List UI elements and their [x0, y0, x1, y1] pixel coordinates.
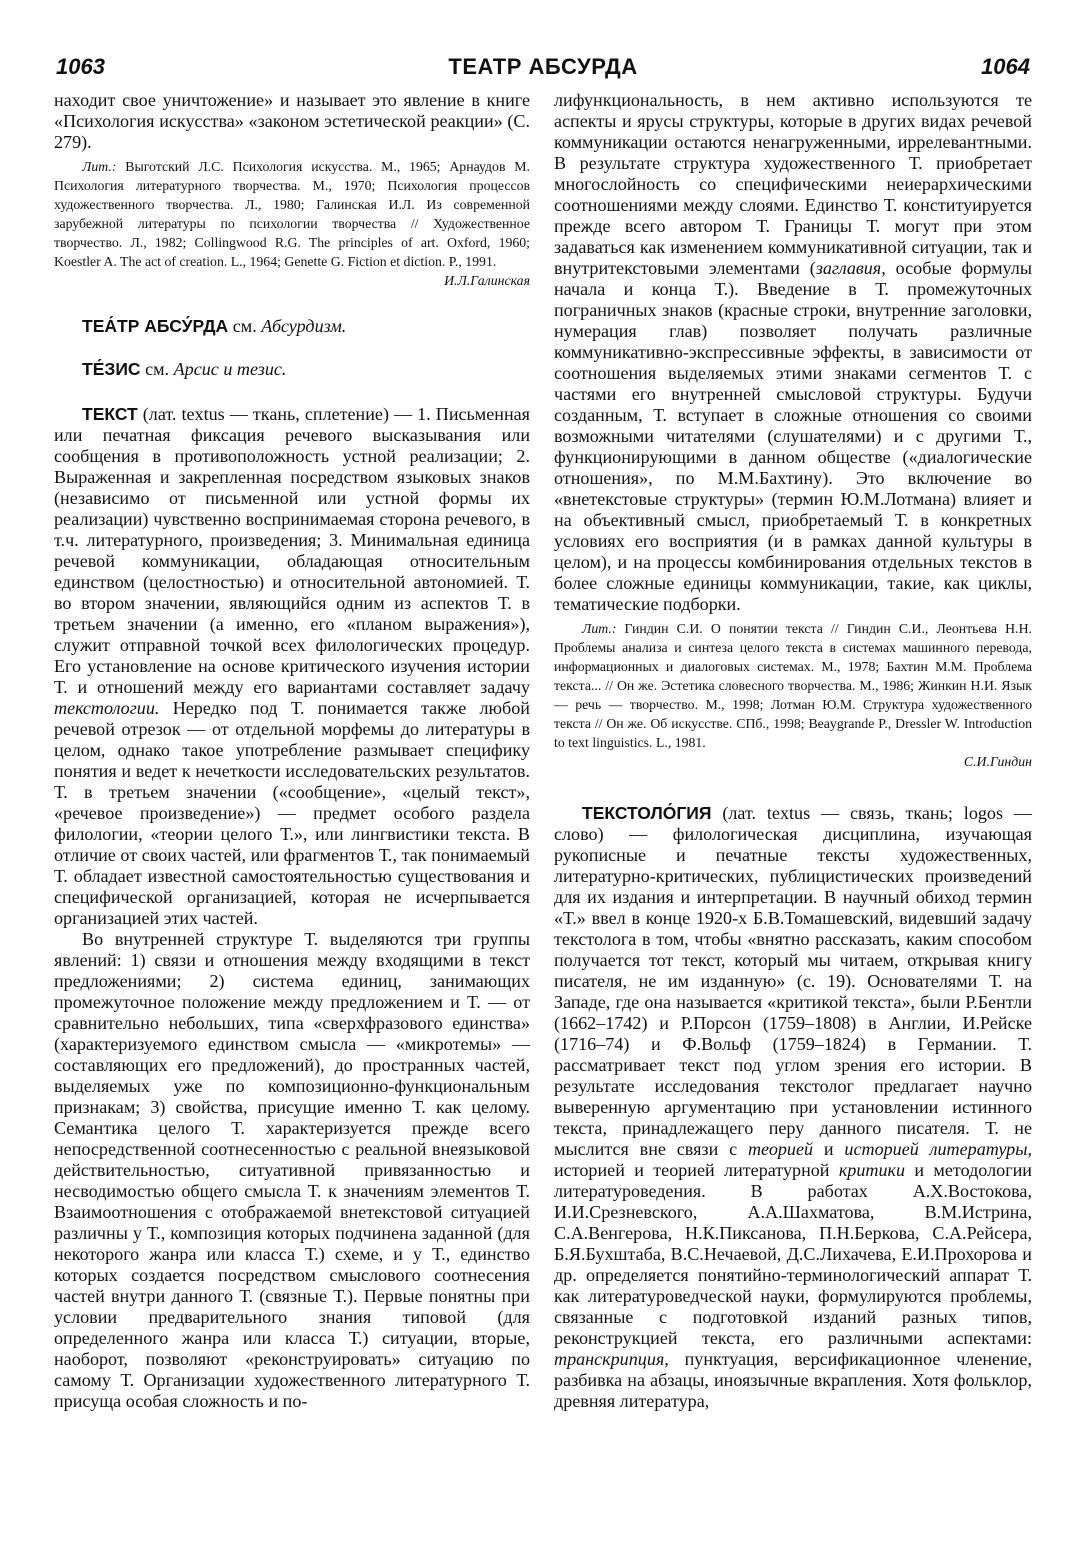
cross-reference-link[interactable]: заглавия,	[815, 258, 886, 278]
bibliography-gindin	[554, 619, 1032, 752]
entry-text: Нередко под Т. понимается также любой речевой отрезок — от отдельной морфемы до литературы в целом, однако такое употребление размывает специфику понятия и ведет к нечеткости исследовательских результатов. Т. в третьем значении («сообщение», «целый текст», «речевое произведение») — предмет особого раздела филологии, «теории целого Т.», или лингвистики текста. В отличие от своих частей, или фрагментов Т., так понимаемый Т. обладает известной самостоятельностью существования и специфической организацией, которая не исчерпывается организацией этих частей.	[54, 698, 530, 928]
entry-text: историей и теорией литературной	[554, 1160, 830, 1180]
continuation-paragraph: находит свое уничтожение» и называет это явление в книге «Психология искусства» «законом эстетической реакции» (С. 279).	[54, 90, 530, 152]
page-number-left: 1063	[56, 54, 105, 79]
entry-text: (лат. textus — связь, ткань; logos — слово) — филологическая дисциплина, изучающая рукописные и печатные тексты художественных, литературно-критических, публицистических произведений для их издания и интерпретации. В научный обиход термин «Т.» ввел в конце 1920-х Б.В.Томашевский, видевший задачу текстолога в том, чтобы «внятно рассказать, каким способом получается тот текст, который мы читаем, открывая книгу писателя, не им изданную» (с. 19). Основателями Т. на Западе, где она называется «критикой текста», были Р.Бентли (1662–1742) и Р.Порсон (1759–1808) в Англии, И.Рейске (1716–74) и Ф.Вольф (1759–1824) в Германии. Т. рассматривает текст под углом зрения его истории. В результате исследования текстолог предлагает научно выверенную аргументацию при установлении истинного текста, принадлежащего перу данного писателя. Т. не мыслится вне связи с	[554, 803, 1032, 1159]
entry-headword: ТЕА́ТР АБСУ́РДА	[82, 316, 229, 336]
cross-reference-link[interactable]: теорией	[747, 1139, 814, 1159]
cross-reference-link[interactable]: Арсис и тезис.	[173, 359, 287, 379]
article-author: С.И.Гиндин	[963, 754, 1032, 769]
cross-reference-link[interactable]: транскрипция,	[554, 1349, 669, 1369]
left-column	[54, 90, 530, 1412]
bibliography-label: Лит.:	[82, 159, 117, 174]
cross-reference-link[interactable]: критики	[838, 1160, 906, 1180]
entry-text: лифункциональность, в нем активно используются те аспекты и ярусы структуры, которые в других видах речевой коммуникации остаются ненагруженными, иррелевантными. В результате структура художественного Т. приобретает многослойность со специфическими неиерархическими соотношениями между слоями. Единство Т. конституируется прежде всего автором Т. Границы Т. могут при этом задаваться как изменением коммуникативной ситуации, так и внутритекстовыми элементами (	[554, 90, 1032, 278]
article-author: И.Л.Галинская	[444, 273, 530, 288]
entry-headword: ТЕ́ЗИС	[82, 359, 141, 379]
cross-reference-link[interactable]: историей литературы,	[844, 1139, 1032, 1159]
see-label: см.	[232, 316, 257, 336]
entry-text: и	[823, 1139, 834, 1159]
bibliography-text: Гиндин С.И. О понятии текста // Гиндин С.И., Леонтьева Н.Н. Проблемы анализа и синтеза целого текста в системах машинного перевода, информационных и диалоговых системах. М., 1978; Бахтин М.М. Проблема текста... // Он же. Эстетика словесного творчества. М., 1986; Жинкин Н.И. Язык — речь — творчество. М., 1998; Лотман Ю.М. Структура художественного текста // Он же. Об искусстве. СПб., 1998; Beaygrande P., Dressler W. Introduction to text linguistics. L., 1981.	[554, 621, 1033, 750]
page-number-right: 1064	[981, 54, 1030, 79]
entry-teatr-absurda	[54, 316, 530, 337]
see-label: см.	[145, 359, 170, 379]
entry-text: (лат. textus — ткань, сплетение) — 1. Письменная или печатная фиксация речевого высказывания или сообщения в противоположность устной реализации; 2. Выраженная и закрепленная посредством языковых знаков (независимо от письменной или устной формы их реализации) чувственно воспринимаемая сторона речевого, в т.ч. литературного, произведения; 3. Минимальная единица речевой коммуникации, обладающая относительным единством (целостностью) и относительной автономией. Т. во втором значении, являющийся одним из аспектов Т. в третьем значении (а именно, его «планом выражения»), служит отправной точкой всех филологических процедур. Его установление на основе критического изучения истории Т. и отношений между его вариантами составляет задачу	[54, 404, 530, 697]
page-header	[56, 48, 1030, 88]
entry-text: особые формулы начала и конца Т.). Введение в Т. промежуточных пограничных знаков (красные строки, внутренние заголовки, нумерация глав) позволяет получать различные коммуникативно-экспрессивные эффекты, в зависимости от соотношения выделяемых этими знаками сегментов Т. с частями его внутренней смысловой структуры. Будучи созданным, Т. вступает в сложные отношения со своими возможными читателями (слушателями) и с другими Т., функционирующими в данном обществе («диалогические отношения», по М.М.Бахтину). Это включение во «внетекстовые структуры» (термин Ю.М.Лотмана) влияет и на объективный смысл, приобретаемый Т. в конкретных условиях его восприятия (и в рамках данной культуры в целом), и на процессы комбинирования отдельных текстов в более сложные единицы коммуникации, такие, как циклы, тематические подборки.	[554, 258, 1032, 614]
entry-textology	[554, 803, 1032, 1412]
right-column	[554, 90, 1032, 1412]
entry-tekst	[54, 404, 530, 929]
entry-paragraph: Во внутренней структуре Т. выделяются три группы явлений: 1) связи и отношения между входящими в текст предложениями; 2) система единиц, занимающих промежуточное положение между предложением и Т. — от сравнительно небольших, типа «сверхфразового единства» (характеризуемого единством смысла — «микротемы» — составляющих его предложений), до пространных частей, выделяемых уже по композиционно-функциональным признакам; 3) свойства, присущие именно Т. как целому. Семантика целого Т. характеризуется прежде всего непосредственной соотнесенностью с реальной внеязыковой действительностью, ситуативной привязанностью и несводимостью общего смысла Т. к значениям элементов Т. Взаимоотношения с отображаемой внетекстовой ситуацией различны у Т., композиция которых подчинена заданной (для некоторого жанра или класса Т.) схеме, и у Т., единство которых создается посредством смыслового соотнесения частей внутри данного Т. (связные Т.). Первые понятны при условии предварительного знания типовой (для определенного жанра или класса Т.) ситуации, вторые, наоборот, позволяют «реконструировать» ситуацию по самому Т. Организации художественного литературного Т. присуща особая сложность и по-	[54, 929, 530, 1411]
bibliography-galinskaya	[54, 157, 530, 271]
running-title: ТЕАТР АБСУРДА	[448, 54, 638, 79]
entry-headword: ТЕКСТОЛО́ГИЯ	[582, 803, 712, 823]
continuation-paragraph	[554, 90, 1032, 615]
entry-text: и методологии литературоведения. В работах А.Х.Востокова, И.И.Срезневского, А.А.Шахматова, В.М.Истрина, С.А.Венгерова, Н.К.Пиксанова, П.Н.Беркова, С.А.Рейсера, Б.Я.Бухштаба, В.С.Нечаевой, Д.С.Лихачева, Е.И.Прохорова и др. определяется понятийно-терминологический аппарат Т. как литературоведческой науки, формулируются проблемы, связанные с подготовкой изданий разных типов, реконструкцией текста, его различными аспектами:	[554, 1160, 1032, 1348]
bibliography-label: Лит.:	[582, 621, 617, 636]
cross-reference-link[interactable]: Абсурдизм.	[261, 316, 347, 336]
cross-reference-link[interactable]: текстологии.	[54, 698, 160, 718]
entry-tezis	[54, 359, 530, 380]
bibliography-text: Выготский Л.С. Психология искусства. М., 1965; Арнаудов М. Психология литературного творчества. М., 1970; Психология процессов художественного творчества. Л., 1980; Галинская И.Л. Из современной зарубежной литературы по психологии творчества // Художественное творчество. Л., 1982; Collingwood R.G. The principles of art. Oxford, 1960; Koestler A. The act of creation. L., 1964; Genette G. Fiction et diction. P., 1991.	[54, 159, 531, 269]
entry-text: пунктуация, версификационное членение, разбивка на абзацы, иноязычные вкрапления. Хотя фольклор, древняя литература,	[554, 1349, 1032, 1411]
entry-headword: ТЕКСТ	[82, 404, 138, 424]
